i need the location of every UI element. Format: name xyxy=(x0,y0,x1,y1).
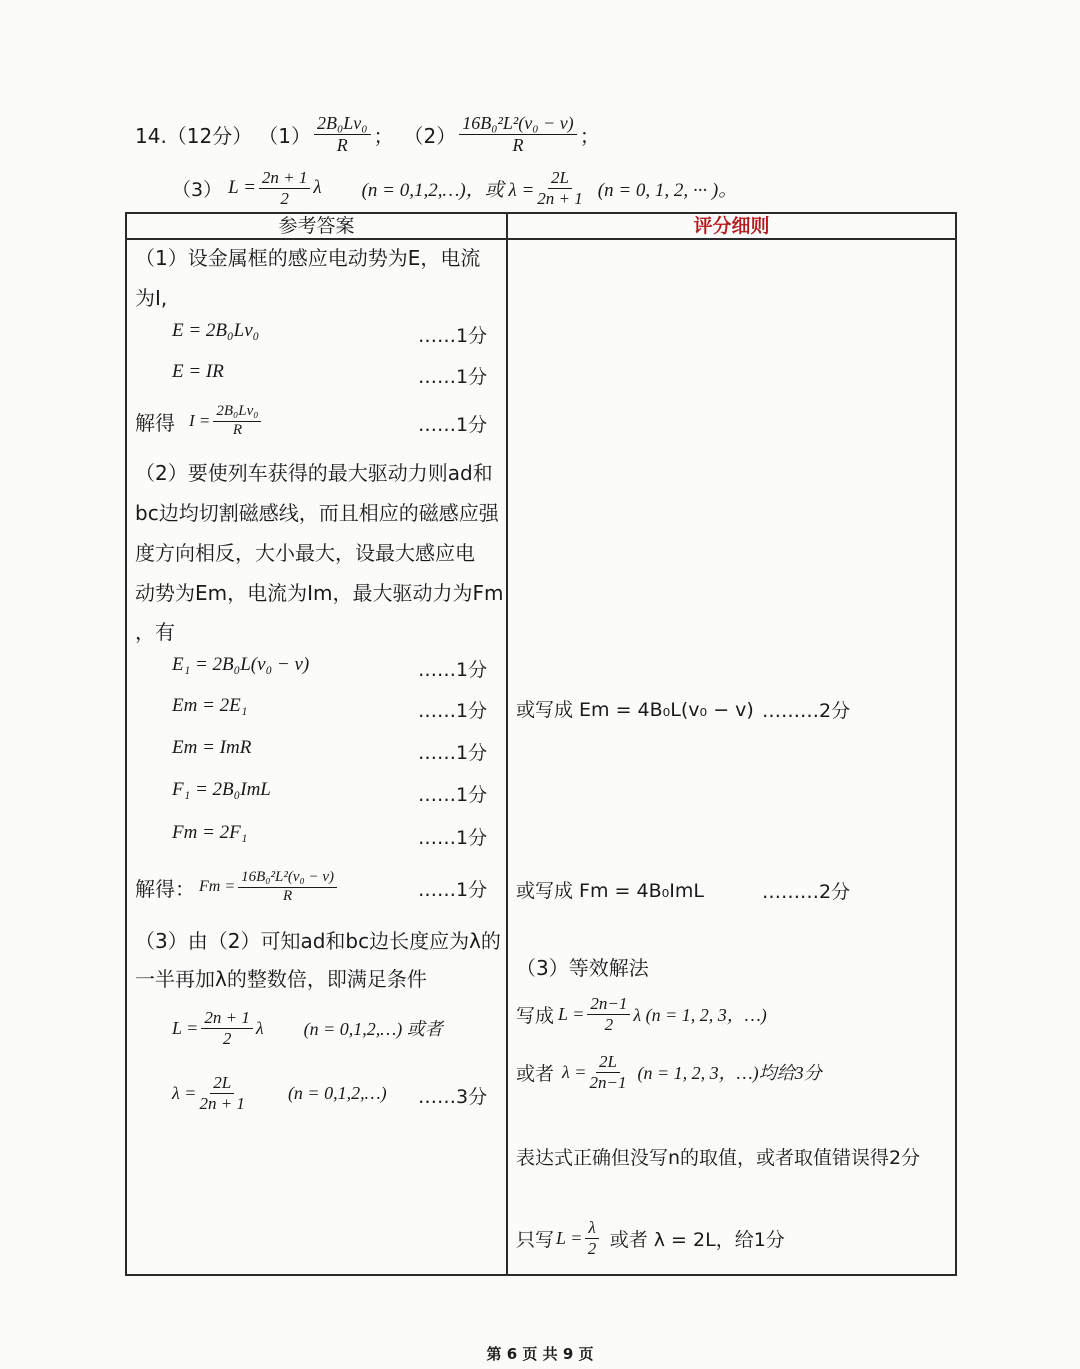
equation-1-points: ……1分 xyxy=(418,325,488,347)
part3-denominator: 2 xyxy=(280,188,289,208)
equation-4: Em = 2E₁ xyxy=(172,695,248,716)
equation-1: E = 2B₀Lv₀ xyxy=(172,320,260,341)
right-alt-em-points: ………2分 xyxy=(762,700,851,722)
question-header-line2 xyxy=(172,162,737,214)
equation-4-points: ……1分 xyxy=(418,700,488,722)
equation-9-condition: (n = 0,1,2,…) xyxy=(287,1082,387,1103)
right-minimal-credit-lhs: L = xyxy=(556,1227,583,1248)
equation-3: E₁ = 2B₀L(v₀ − v) xyxy=(172,654,310,675)
right-part3-title: （3）等效解法 xyxy=(516,956,649,980)
equation-9 xyxy=(172,1067,387,1119)
part1-label: （1） xyxy=(258,123,311,148)
solve-2-denominator: R xyxy=(282,887,293,904)
right-alt-L-label: 写成 xyxy=(516,1004,555,1027)
equation-6: F₁ = 2B₀ImL xyxy=(172,779,271,800)
part2-text-line3: 度方向相反，大小最大，设最大感应电 xyxy=(135,541,475,565)
part1-answer-fraction xyxy=(314,114,371,155)
equation-9-lhs: λ = xyxy=(172,1082,197,1103)
right-alt-lambda-label: 或者 xyxy=(516,1062,555,1085)
right-alt-lambda-numerator: 2L xyxy=(596,1053,620,1073)
table-border-right xyxy=(955,212,957,1276)
separator: ； xyxy=(579,123,600,148)
column-header-grading: 评分细则 xyxy=(693,215,770,237)
right-alt-lambda xyxy=(516,1046,822,1098)
part3-numerator2: 2L xyxy=(548,169,572,189)
part3-text-line2: 一半再加λ的整数倍，即满足条件 xyxy=(135,967,427,991)
equation-7: Fm = 2F₁ xyxy=(172,822,248,843)
part3-label: （3） xyxy=(172,178,223,201)
separator: ； xyxy=(373,123,394,148)
question-header-line1 xyxy=(135,106,600,162)
part2-text-line1: （2）要使列车获得的最大驱动力则ad和 xyxy=(135,461,493,485)
part3-text-line1: （3）由（2）可知ad和bc边长度应为λ的 xyxy=(135,929,501,953)
equation-6-points: ……1分 xyxy=(418,784,488,806)
equation-8-lhs: L = xyxy=(172,1017,199,1038)
equation-2: E = IR xyxy=(172,361,224,382)
right-alt-lambda-lhs: λ = xyxy=(562,1061,587,1082)
column-header-reference: 参考答案 xyxy=(278,215,355,237)
part3-numerator: 2n + 1 xyxy=(259,169,310,189)
solve-1-numerator: 2B₀Lv₀ xyxy=(213,404,261,422)
right-alt-em: 或写成 Em = 4B₀L(v₀ − v) xyxy=(516,699,754,721)
equation-7-points: ……1分 xyxy=(418,827,488,849)
right-minimal-credit-fraction xyxy=(585,1219,598,1258)
part3-denominator2: 2n + 1 xyxy=(537,188,583,208)
right-minimal-credit-tail: 或者 λ = 2L，给1分 xyxy=(609,1228,785,1251)
right-partial-credit: 表达式正确但没写n的取值，或者取值错误得2分 xyxy=(516,1147,921,1169)
part3-lhs: L = xyxy=(228,177,256,198)
solve-1 xyxy=(135,396,264,446)
part1-text-line2: 为I, xyxy=(135,286,168,310)
solve-2-lhs: Fm = xyxy=(199,878,236,895)
solve-1-denominator: R xyxy=(232,421,243,438)
right-minimal-credit xyxy=(516,1212,785,1264)
part3-condition: (n = 0,1,2,…)，或 λ = xyxy=(361,179,535,201)
solve-2-numerator: 16B₀²L²(v₀ − v) xyxy=(238,870,337,888)
table-border-left xyxy=(125,212,127,1276)
part3-condition2: (n = 0, 1, 2, ··· )。 xyxy=(597,179,738,201)
part3-tail: λ xyxy=(313,177,322,198)
right-minimal-credit-denominator: 2 xyxy=(587,1238,597,1258)
part2-text-line4: 动势为Em，电流为Im，最大驱动力为Fm xyxy=(135,581,504,605)
solve-1-fraction xyxy=(213,404,261,439)
part2-label: （2） xyxy=(403,123,457,148)
part3-fraction2 xyxy=(537,169,582,208)
equation-9-fraction xyxy=(199,1074,244,1113)
right-alt-lambda-denominator: 2n−1 xyxy=(589,1072,627,1092)
part2-answer-fraction xyxy=(459,114,576,155)
equation-2-points: ……1分 xyxy=(418,366,488,388)
right-alt-L-tail: λ (n = 1, 2, 3，…) xyxy=(633,1005,767,1025)
question-number: 14.（12分） xyxy=(135,123,253,148)
equation-3-points: ……1分 xyxy=(418,659,488,681)
right-alt-L xyxy=(516,988,767,1040)
part2-answer-denominator: R xyxy=(512,134,524,155)
table-column-divider xyxy=(506,212,508,1276)
right-alt-L-lhs: L = xyxy=(558,1003,585,1024)
right-alt-fm-points: ………2分 xyxy=(762,881,851,903)
right-alt-L-numerator: 2n−1 xyxy=(587,995,630,1015)
equation-9-numerator: 2L xyxy=(210,1074,234,1094)
equation-8-denominator: 2 xyxy=(222,1028,232,1048)
equation-5: Em = ImR xyxy=(172,737,252,758)
part2-text-line2: bc边均切割磁感线，而且相应的磁感应强 xyxy=(135,501,499,525)
page-number: 第 6 页 共 9 页 xyxy=(486,1345,594,1363)
equation-8 xyxy=(172,1002,443,1054)
table-border-bottom xyxy=(125,1274,957,1276)
right-alt-lambda-tail: (n = 1, 2, 3，…)均给3分 xyxy=(637,1063,822,1083)
right-alt-lambda-fraction xyxy=(589,1053,626,1092)
part3-fraction xyxy=(259,169,310,208)
part1-answer-denominator: R xyxy=(336,134,348,155)
equation-8-condition: (n = 0,1,2,…) 或者 xyxy=(303,1019,443,1039)
solve-2-points: ……1分 xyxy=(418,879,488,901)
part1-answer-numerator: 2B₀Lv₀ xyxy=(314,114,371,135)
solve-2 xyxy=(135,862,340,912)
solve-1-label: 解得 xyxy=(135,410,175,435)
table-header-divider xyxy=(125,238,957,240)
part2-text-line5: ，有 xyxy=(135,620,175,644)
solve-1-lhs: I = xyxy=(189,411,211,430)
equation-8-fraction xyxy=(201,1009,252,1048)
equation-9-points: ……3分 xyxy=(418,1086,488,1108)
equation-8-numerator: 2n + 1 xyxy=(201,1009,252,1029)
solve-2-label: 解得： xyxy=(135,876,195,901)
part1-text-line1: （1）设金属框的感应电动势为E，电流 xyxy=(135,246,481,270)
right-alt-L-denominator: 2 xyxy=(604,1014,614,1034)
equation-5-points: ……1分 xyxy=(418,742,488,764)
part2-answer-numerator: 16B₀²L²(v₀ − v) xyxy=(459,114,576,135)
equation-9-denominator: 2n + 1 xyxy=(199,1093,245,1113)
equation-8-tail: λ xyxy=(255,1017,264,1038)
right-alt-L-fraction xyxy=(587,995,630,1034)
solve-1-points: ……1分 xyxy=(418,414,488,436)
right-minimal-credit-label: 只写 xyxy=(516,1228,555,1251)
right-alt-fm: 或写成 Fm = 4B₀ImL xyxy=(516,880,704,902)
right-minimal-credit-numerator: λ xyxy=(585,1219,598,1239)
solve-2-fraction xyxy=(238,870,337,905)
